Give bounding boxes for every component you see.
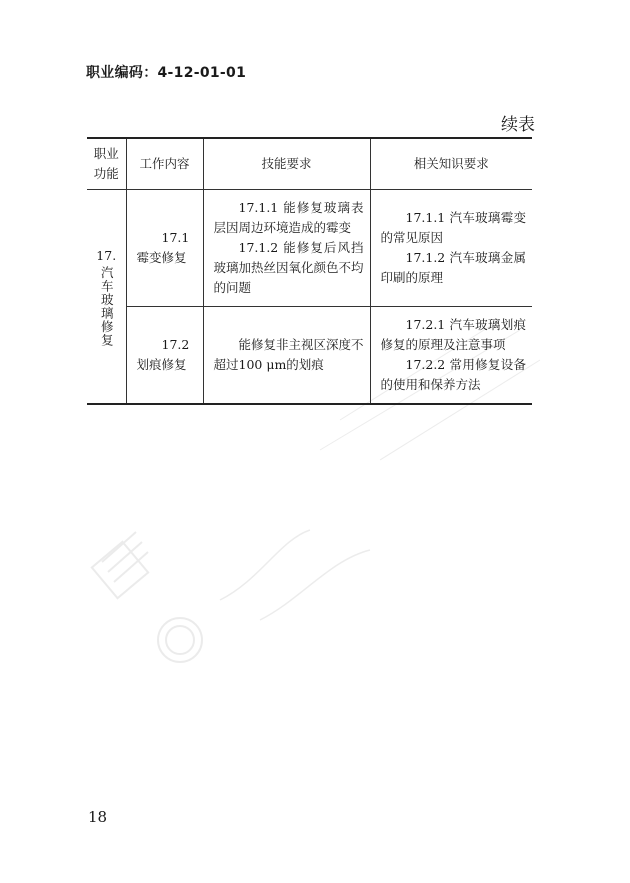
page-number: 18 [88,808,108,826]
knowledge-cell [370,190,532,307]
watermark-logo-icon [92,532,148,598]
work-content-cell [126,307,203,405]
knowledge-cell [370,307,532,405]
work-content-text: 17.2 划痕修复 [136,337,190,372]
function-cell [87,190,126,405]
knowledge-item: 17.2.1 汽车玻璃划痕修复的原理及注意事项 [380,317,526,352]
table-row [87,190,532,307]
skill-item: 能修复非主视区深度不超过100 μm的划痕 [213,337,364,372]
continued-table-label: 续表 [501,115,535,135]
skill-item: 17.1.1 能修复玻璃表层因周边环境造成的霉变 [213,200,364,235]
watermark-seal-icon [158,618,202,662]
header-work-content: 工作内容 [126,138,203,190]
occupation-code: 职业编码：4-12-01-01 [86,65,247,81]
knowledge-item: 17.1.2 汽车玻璃金属印刷的原理 [380,250,526,285]
skill-requirements-table [87,137,532,405]
function-number: 17. [96,248,117,263]
knowledge-item: 17.2.2 常用修复设备的使用和保养方法 [380,357,526,392]
header-occupational-function: 职业功能 [87,138,126,190]
work-content-cell [126,190,203,307]
skills-cell [203,190,370,307]
header-knowledge-requirements: 相关知识要求 [370,138,532,190]
skills-cell [203,307,370,405]
knowledge-item: 17.1.1 汽车玻璃霉变的常见原因 [380,210,526,245]
skill-item: 17.1.2 能修复后风挡玻璃加热丝因氧化颜色不均的问题 [213,240,364,295]
table-row [87,307,532,405]
function-name: 汽车玻璃修复 [99,266,115,347]
work-content-text: 17.1 霉变修复 [136,230,190,265]
table-header-row [87,138,532,190]
header-skill-requirements: 技能要求 [203,138,370,190]
